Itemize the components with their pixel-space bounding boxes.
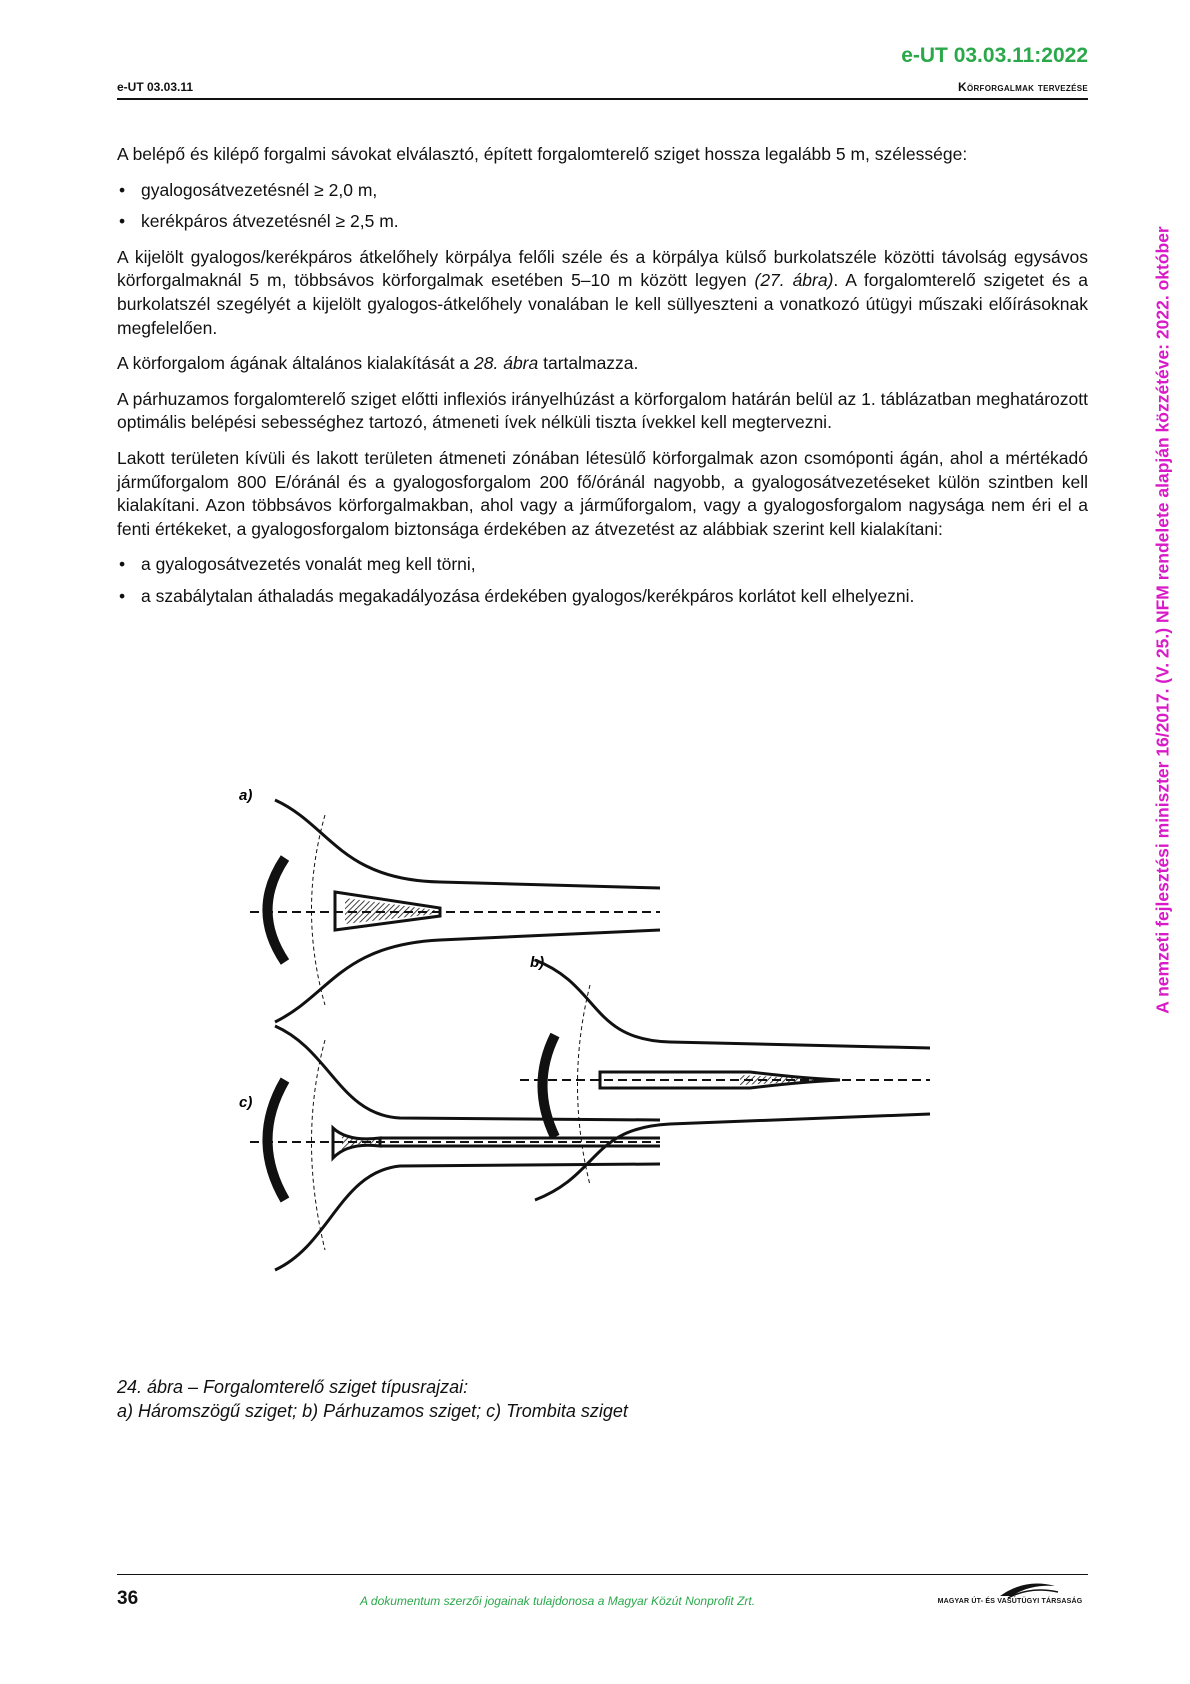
- label-c: c): [239, 1094, 253, 1111]
- page-number: 36: [117, 1588, 139, 1609]
- figure-reference: 28. ábra: [474, 353, 539, 374]
- label-b: b): [530, 954, 545, 971]
- footer-copyright: A dokumentum szerzői jogainak tulajdonosa a Magyar Közút Nonprofit Zrt.: [360, 1594, 756, 1608]
- caption-line-1: 24. ábra – Forgalomterelő sziget típusrajzai:: [117, 1377, 469, 1397]
- document-code: e-UT 03.03.11:2022: [901, 44, 1088, 67]
- island-type-figure: [230, 780, 970, 1340]
- bullet-item: • gyalogosátvezetésnél ≥ 2,0 m,: [117, 179, 1088, 203]
- caption-line-2: a) Háromszögű sziget; b) Párhuzamos sziget; c) Trombita sziget: [117, 1401, 628, 1421]
- figure-caption: [117, 1375, 628, 1423]
- paragraph-2: A kijelölt gyalogos/kerékpáros átkelőhely körpálya felőli széle és a körpálya külső burkolatszéle közötti távolság egysávos körforgalmaknál 5 m, többsávos körforgalmak esetében 5–10 m között legyen (27. ábra). A forgalomterelő szigetet és a burkolatszél szegélyét a kijelölt gyalogos-átkelőhely vonalában le kell süllyeszteni a vonatkozó útügyi műszaki előírásoknak megfelelően.: [117, 246, 1088, 338]
- figure-reference: (27. ábra): [754, 270, 834, 291]
- paragraph-1: A belépő és kilépő forgalmi sávokat elválasztó, épített forgalomterelő sziget hossza legalább 5 m, szélessége:: [117, 144, 968, 164]
- bullet-item: • a szabálytalan áthaladás megakadályozása érdekében gyalogos/kerékpáros korlátot kell elhelyezni.: [117, 585, 1001, 609]
- bullet-item: • kerékpáros átvezetésnél ≥ 2,5 m.: [117, 210, 1088, 234]
- header-title: Körforgalmak tervezése: [957, 80, 1088, 94]
- bullet-list-2: [117, 553, 1088, 608]
- publication-side-note: [1145, 160, 1181, 1080]
- header-left: e-UT 03.03.11: [117, 80, 194, 94]
- diagram-a-triangular-island: [239, 787, 660, 1022]
- header-rule: [117, 98, 1088, 100]
- diagram-b-parallel-island: [520, 954, 930, 1200]
- diagram-c-trumpet-island: [239, 1026, 660, 1270]
- side-note-text: A nemzeti fejlesztési miniszter 16/2017. (V. 25.) NFM rendelete alapján közzétéve: 2022. október: [1152, 226, 1173, 1014]
- bullet-list-1: [117, 179, 1088, 234]
- label-a: a): [239, 787, 253, 804]
- footer-rule: [117, 1574, 1088, 1575]
- bullet-item: • a gyalogosátvezetés vonalát meg kell törni,: [117, 553, 1001, 577]
- society-logo-icon: [930, 1576, 1090, 1616]
- paragraph-3: A körforgalom ágának általános kialakítását a 28. ábra tartalmazza.: [117, 353, 639, 374]
- paragraph-4: A párhuzamos forgalomterelő sziget előtti inflexiós irányelhúzást a körforgalom határán belül az 1. táblázatban meghatározott optimális belépési sebességhez tartozó, átmeneti ívek nélküli tiszta ívekkel kell megtervezni.: [117, 388, 1088, 433]
- society-logo-text: MAGYAR ÚT- ÉS VASÚTÜGYI TÁRSASÁG: [937, 1598, 1083, 1605]
- body-text: [117, 143, 1088, 621]
- paragraph-5: Lakott területen kívüli és lakott területen átmeneti zónában létesülő körforgalmak azon csomóponti ágán, ahol a mértékadó járműforgalom 800 E/óránál és a gyalogosforgalom 200 fő/óránál nagyobb, a gyalogosátvezetéseket külön szintben kell kialakítani. Azon többsávos körforgalmakban, ahol vagy a járműforgalom, vagy a gyalogosforgalom nagysága nem éri el a fenti értékeket, a gyalogosforgalom biztonsága érdekében az átvezetést az alábbiak szerint kell kialakítani:: [117, 447, 1088, 539]
